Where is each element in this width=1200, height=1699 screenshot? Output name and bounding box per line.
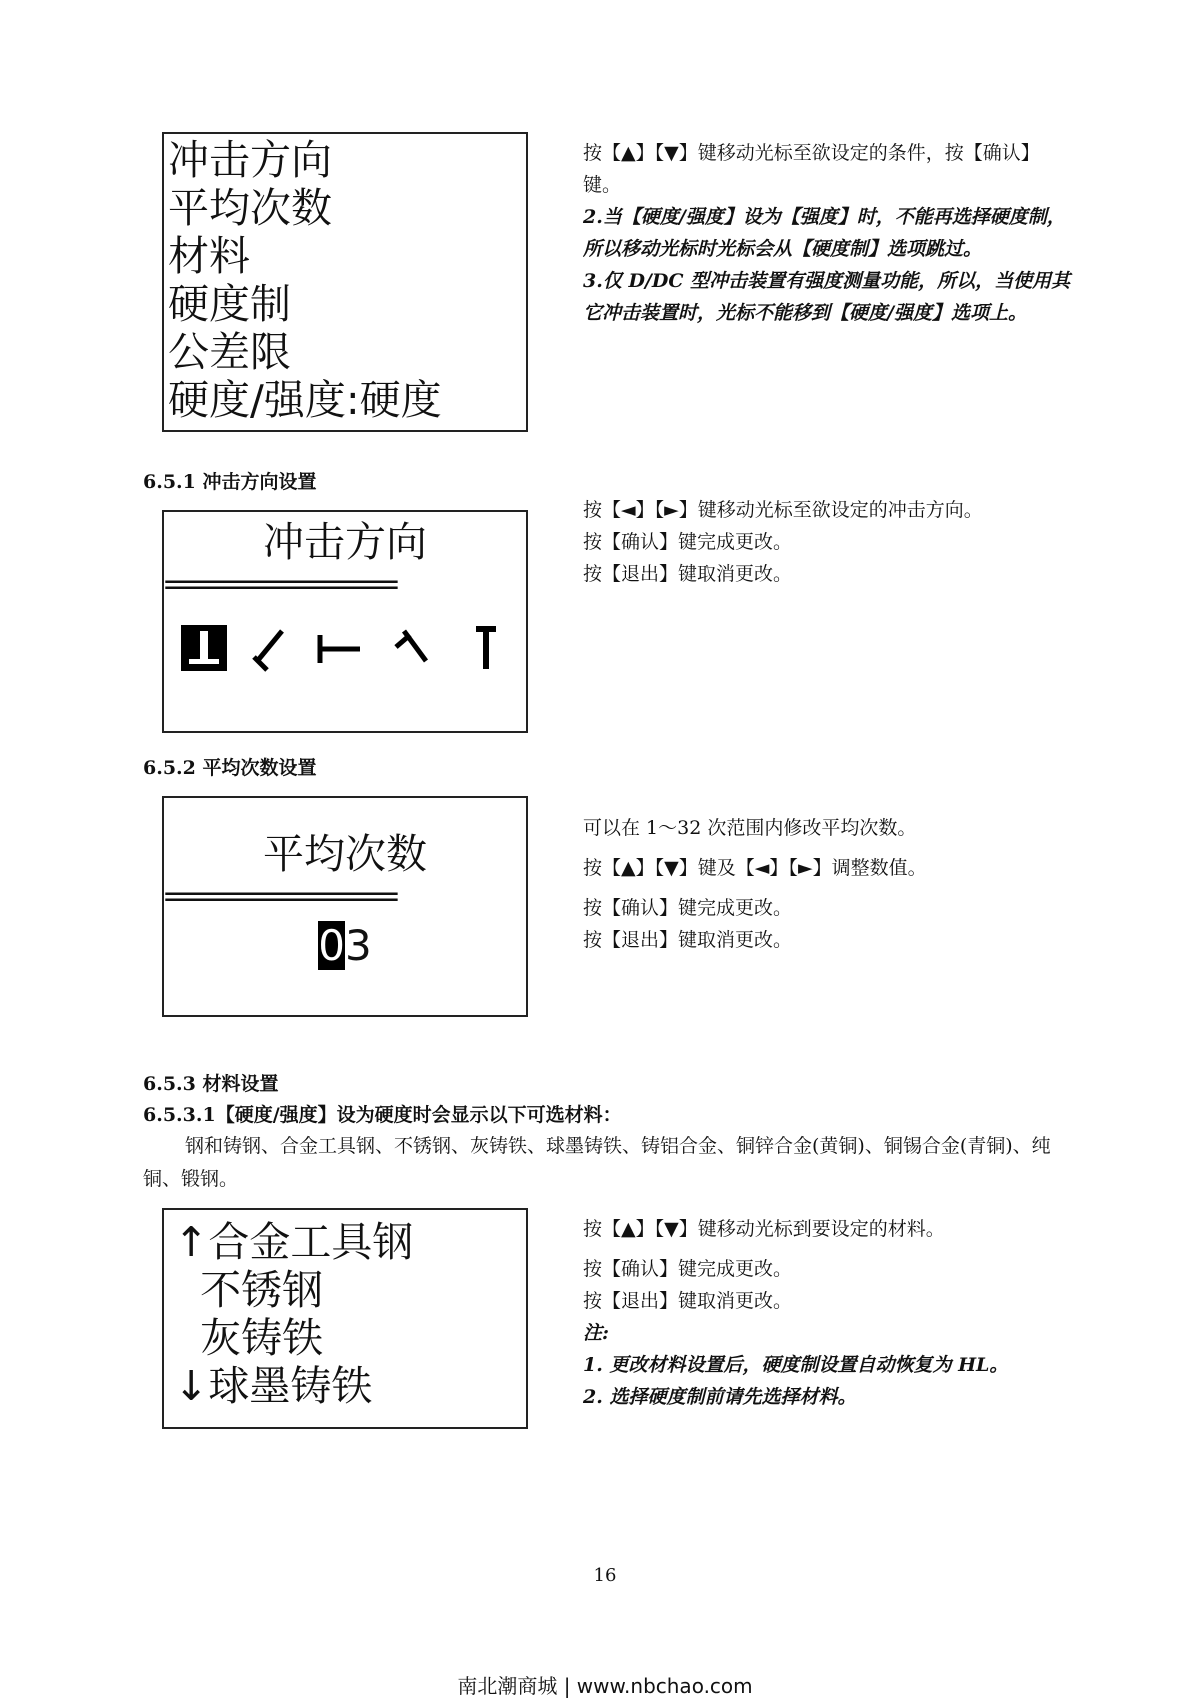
note-label: 注: bbox=[583, 1322, 610, 1344]
lcd-material-screen bbox=[162, 1208, 528, 1429]
up-arrow-icon: ▲ bbox=[621, 142, 636, 164]
right-arrow-icon: ► bbox=[797, 857, 813, 879]
text: 】【 bbox=[635, 1218, 665, 1240]
text: 】【 bbox=[635, 499, 665, 521]
lcd-menu-screen bbox=[162, 132, 528, 432]
page-number: 16 bbox=[593, 1565, 617, 1586]
note-2: 2.当【硬度/强度】设为【强度】时，不能再选择硬度制，所以移动光标时光标会从【硬度制】选项跳过。 bbox=[583, 206, 1066, 260]
confirm-line: 按【确认】键完成更改。 bbox=[583, 897, 793, 919]
exit-line: 按【退出】键取消更改。 bbox=[583, 929, 793, 951]
screen-title: 冲击方向 bbox=[263, 518, 427, 566]
up-arrow-icon: ▲ bbox=[621, 1218, 636, 1240]
text: 】键移动光标至欲设定的条件，按【确认】键。 bbox=[583, 142, 1040, 196]
material-item[interactable]: 不锈钢 bbox=[174, 1266, 324, 1314]
exit-line: 按【退出】键取消更改。 bbox=[583, 563, 793, 585]
lcd-average-count-screen bbox=[162, 796, 528, 1017]
text: 】键移动光标至欲设定的冲击方向。 bbox=[678, 499, 983, 521]
impact-direction-instructions bbox=[583, 494, 1073, 590]
menu-item: 材料 bbox=[168, 232, 250, 280]
menu-item: 冲击方向 bbox=[168, 136, 332, 184]
text: 】【 bbox=[635, 142, 665, 164]
average-count-instructions bbox=[583, 812, 1073, 956]
separator: ================ bbox=[164, 574, 396, 596]
text: 按【 bbox=[583, 142, 622, 164]
menu-item: 硬度制 bbox=[168, 280, 291, 328]
impact-up-left-icon[interactable] bbox=[396, 631, 426, 661]
lcd-impact-direction-screen bbox=[162, 510, 528, 733]
confirm-line: 按【确认】键完成更改。 bbox=[583, 531, 793, 553]
text: 】键移动光标到要设定的材料。 bbox=[678, 1218, 945, 1240]
section-heading-651: 6.5.1 冲击方向设置 bbox=[143, 471, 317, 493]
impact-down-icon[interactable] bbox=[181, 625, 227, 671]
exit-line: 按【退出】键取消更改。 bbox=[583, 1290, 793, 1312]
confirm-line: 按【确认】键完成更改。 bbox=[583, 1258, 793, 1280]
left-arrow-icon: ◄ bbox=[754, 857, 770, 879]
down-arrow-icon: ▼ bbox=[664, 857, 679, 879]
impact-down-left-icon[interactable] bbox=[254, 631, 282, 670]
note-3: 3.仅 D/DC 型冲击装置有强度测量功能，所以，当使用其它冲击装置时，光标不能移到【硬度/强度】选项上。 bbox=[583, 270, 1071, 324]
note-2: 2. 选择硬度制前请先选择材料。 bbox=[583, 1386, 857, 1408]
note-1: 1. 更改材料设置后，硬度制设置自动恢复为 HL。 bbox=[583, 1354, 1009, 1376]
digit-cursor: 0 bbox=[318, 921, 345, 970]
text: 按【 bbox=[583, 1218, 622, 1240]
menu-item: 硬度/强度:硬度 bbox=[168, 376, 442, 424]
impact-up-icon[interactable] bbox=[476, 629, 496, 669]
up-arrow-icon: ▲ bbox=[621, 857, 636, 879]
text: 】【 bbox=[769, 857, 798, 879]
section-heading-652: 6.5.2 平均次数设置 bbox=[143, 757, 317, 779]
menu-item: 平均次数 bbox=[168, 184, 332, 232]
down-arrow-icon: ▼ bbox=[664, 1218, 679, 1240]
right-arrow-icon: ► bbox=[664, 499, 679, 521]
material-item[interactable]: ↑合金工具钢 bbox=[174, 1218, 414, 1266]
material-item[interactable]: 灰铸铁 bbox=[174, 1314, 324, 1362]
menu-item: 公差限 bbox=[168, 328, 291, 376]
impact-direction-icons bbox=[164, 617, 530, 687]
average-count-value[interactable] bbox=[164, 922, 526, 970]
footer-watermark: 南北潮商城 | www.nbchao.com bbox=[457, 1674, 753, 1698]
range-line: 可以在 1～32 次范围内修改平均次数。 bbox=[583, 817, 917, 839]
down-arrow-icon: ▼ bbox=[664, 142, 679, 164]
impact-horizontal-icon[interactable] bbox=[320, 635, 360, 663]
left-arrow-icon: ◄ bbox=[621, 499, 636, 521]
text: 】键及【 bbox=[678, 857, 755, 879]
section-heading-653: 6.5.3 材料设置 bbox=[143, 1073, 279, 1095]
screen-title: 平均次数 bbox=[263, 830, 427, 878]
separator: ================ bbox=[164, 886, 396, 908]
digit: 3 bbox=[345, 921, 372, 970]
material-item[interactable]: ↓球墨铸铁 bbox=[174, 1362, 373, 1410]
text: 】调整数值。 bbox=[812, 857, 927, 879]
text: 按【 bbox=[583, 499, 622, 521]
menu-instructions bbox=[583, 137, 1073, 329]
text: 按【 bbox=[583, 857, 622, 879]
subsection-heading-6531: 6.5.3.1【硬度/强度】设为硬度时会显示以下可选材料： bbox=[143, 1104, 622, 1126]
material-instructions bbox=[583, 1213, 1073, 1413]
materials-paragraph: 钢和铸钢、合金工具钢、不锈钢、灰铸铁、球墨铸铁、铸铝合金、铜锌合金(黄铜)、铜锡合金(青铜)、纯铜、锻钢。 bbox=[143, 1135, 1051, 1190]
text: 】【 bbox=[635, 857, 665, 879]
